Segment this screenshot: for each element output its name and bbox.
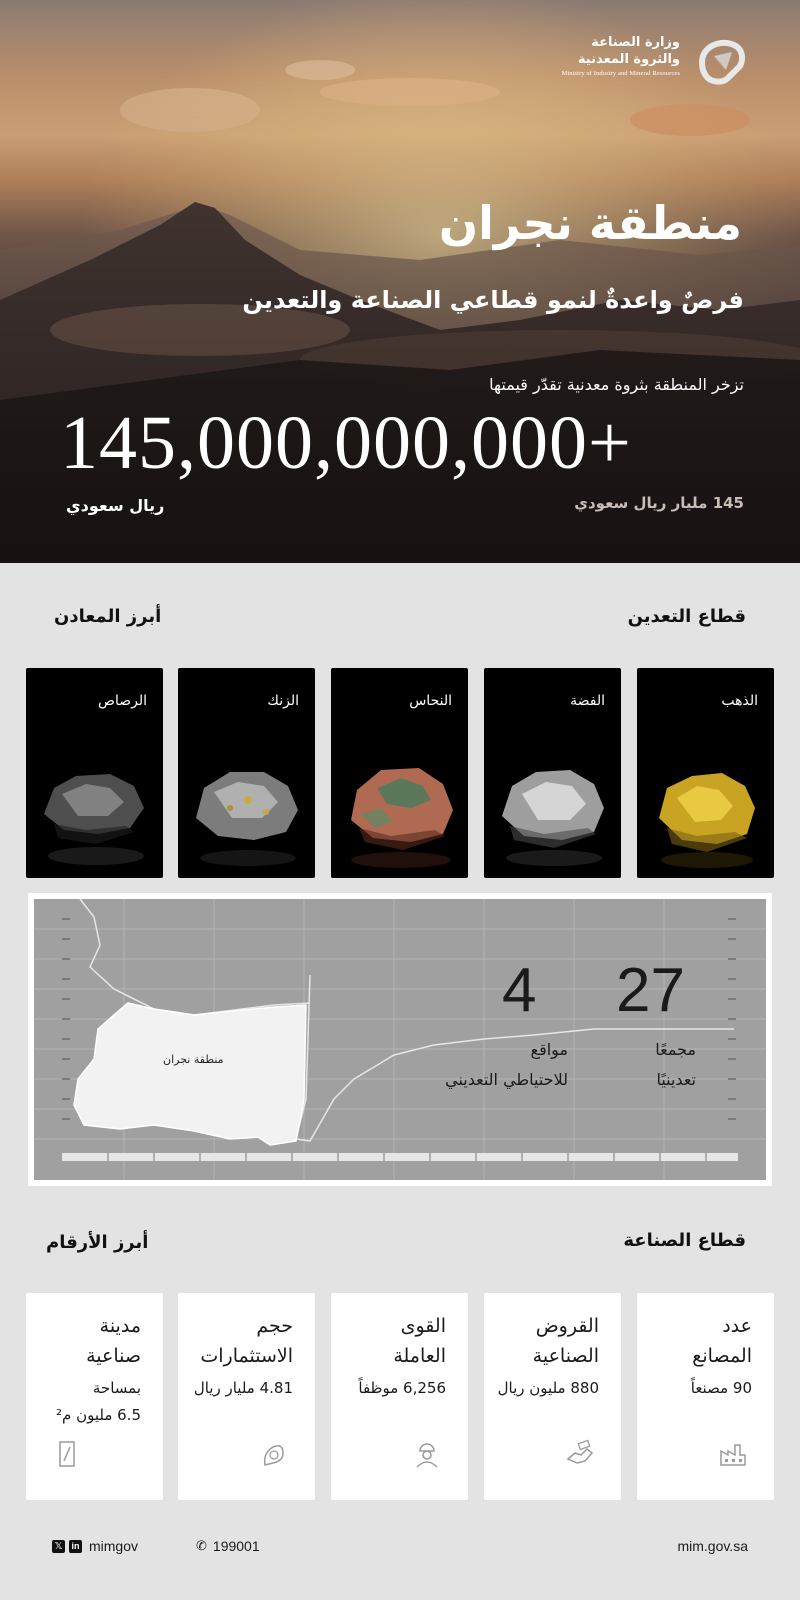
card-title-line1: مدينة (99, 1315, 141, 1337)
footer-social[interactable] (52, 1538, 138, 1554)
stat-complexes-label (655, 1035, 696, 1095)
hero-amount: 145,000,000,000+ (60, 401, 632, 485)
card-value (331, 1375, 446, 1402)
industry-card-industrial-city (26, 1293, 163, 1500)
mineral-name: الفضة (570, 693, 605, 709)
footer-website[interactable]: mim.gov.sa (677, 1538, 748, 1554)
card-title-line1: القروض (535, 1315, 599, 1337)
card-title (489, 1311, 599, 1371)
card-title-line2: الاستثمارات (200, 1345, 293, 1367)
phone-number[interactable]: 199001 (212, 1538, 260, 1554)
hero-intro: تزخر المنطقة بثروة معدنية تقدّر قيمتها (489, 375, 744, 394)
handshake-money-icon (565, 1439, 595, 1469)
stat-complexes-label-line1: مجمعًا (655, 1040, 696, 1059)
stat-sites-label (445, 1035, 568, 1095)
x-twitter-icon[interactable]: 𝕏 (52, 1540, 65, 1553)
factory-icon (718, 1439, 748, 1469)
mining-section-title: قطاع التعدين (627, 606, 746, 627)
card-value-line1: 4.81 مليار ريال (193, 1379, 293, 1397)
card-value-line1: 880 مليون ريال (497, 1379, 599, 1397)
card-title (31, 1311, 141, 1371)
industry-card-factories (637, 1293, 774, 1500)
card-value-line1: بمساحة (92, 1379, 141, 1397)
stat-sites-label-line1: مواقع (530, 1040, 568, 1059)
card-value (26, 1375, 141, 1429)
gold-nugget-icon (637, 728, 774, 878)
hero-subtitle: فرصٌ واعدةٌ لنمو قطاعي الصناعة والتعدين (242, 286, 744, 314)
region-map-label: منطقة نجران (163, 1053, 224, 1066)
region-map-panel (28, 893, 772, 1186)
card-title-line1: القوى (400, 1315, 446, 1337)
footer-phone[interactable] (196, 1538, 260, 1554)
mineral-card-lead (26, 668, 163, 878)
card-title (642, 1311, 752, 1371)
mineral-card-silver (484, 668, 621, 878)
silver-nugget-icon (484, 728, 621, 878)
card-title-line1: عدد (722, 1315, 752, 1337)
hero-billions: 145 مليار ريال سعودي (574, 494, 744, 512)
mineral-name: الزنك (267, 693, 299, 709)
industry-card-workforce (331, 1293, 468, 1500)
hero-banner (0, 0, 800, 563)
card-value (484, 1375, 599, 1402)
numbers-title: أبرز الأرقام (46, 1232, 149, 1253)
phone-icon: ✆ (196, 1538, 207, 1553)
logo-line-1: وزارة الصناعة (591, 35, 680, 50)
logo-line-2: والثروة المعدنية (577, 52, 680, 67)
ministry-emblem-icon (692, 32, 748, 88)
mineral-card-gold (637, 668, 774, 878)
region-map (34, 899, 766, 1180)
social-handle[interactable]: mimgov (89, 1538, 139, 1554)
card-title-line2: العاملة (393, 1345, 446, 1367)
card-value-line2: 6.5 مليون م² (56, 1406, 141, 1424)
hero-title: منطقة نجران (438, 196, 742, 250)
mineral-name: النحاس (409, 693, 452, 709)
card-title-line2: المصانع (692, 1345, 752, 1367)
worker-icon (412, 1439, 442, 1469)
zinc-nugget-icon (178, 728, 315, 878)
card-title-line2: الصناعية (532, 1345, 599, 1367)
card-value (637, 1375, 752, 1402)
mineral-name: الرصاص (98, 693, 147, 709)
card-value (178, 1375, 293, 1402)
mineral-card-copper (331, 668, 468, 878)
minerals-list (26, 668, 774, 878)
hero-currency: ريال سعودي (66, 496, 165, 515)
card-title-line1: حجم (256, 1315, 293, 1337)
mineral-name: الذهب (721, 693, 758, 709)
card-title (183, 1311, 293, 1371)
stat-sites-value: 4 (502, 956, 537, 1025)
card-title (336, 1311, 446, 1371)
industry-section-title: قطاع الصناعة (623, 1230, 746, 1251)
stat-sites-label-line2: للاحتياطي التعديني (445, 1070, 568, 1089)
lead-nugget-icon (26, 728, 163, 878)
linkedin-icon[interactable]: in (69, 1540, 82, 1553)
stat-complexes-value: 27 (616, 956, 685, 1025)
minerals-title: أبرز المعادن (54, 606, 162, 627)
copper-nugget-icon (331, 728, 468, 878)
industry-stats-list (26, 1293, 774, 1500)
mineral-card-zinc (178, 668, 315, 878)
card-value-line1: 90 مصنعاً (690, 1379, 752, 1397)
industry-card-investments (178, 1293, 315, 1500)
stat-complexes-label-line2: تعدينيًا (656, 1070, 696, 1089)
ministry-logo[interactable] (508, 30, 748, 90)
industry-card-loans (484, 1293, 621, 1500)
area-icon (52, 1439, 82, 1469)
card-title-line2: صناعية (86, 1345, 141, 1367)
card-value-line1: 6,256 موظفاً (358, 1379, 446, 1397)
logo-line-3: Ministry of Industry and Mineral Resources (561, 70, 680, 77)
investment-icon (259, 1439, 289, 1469)
